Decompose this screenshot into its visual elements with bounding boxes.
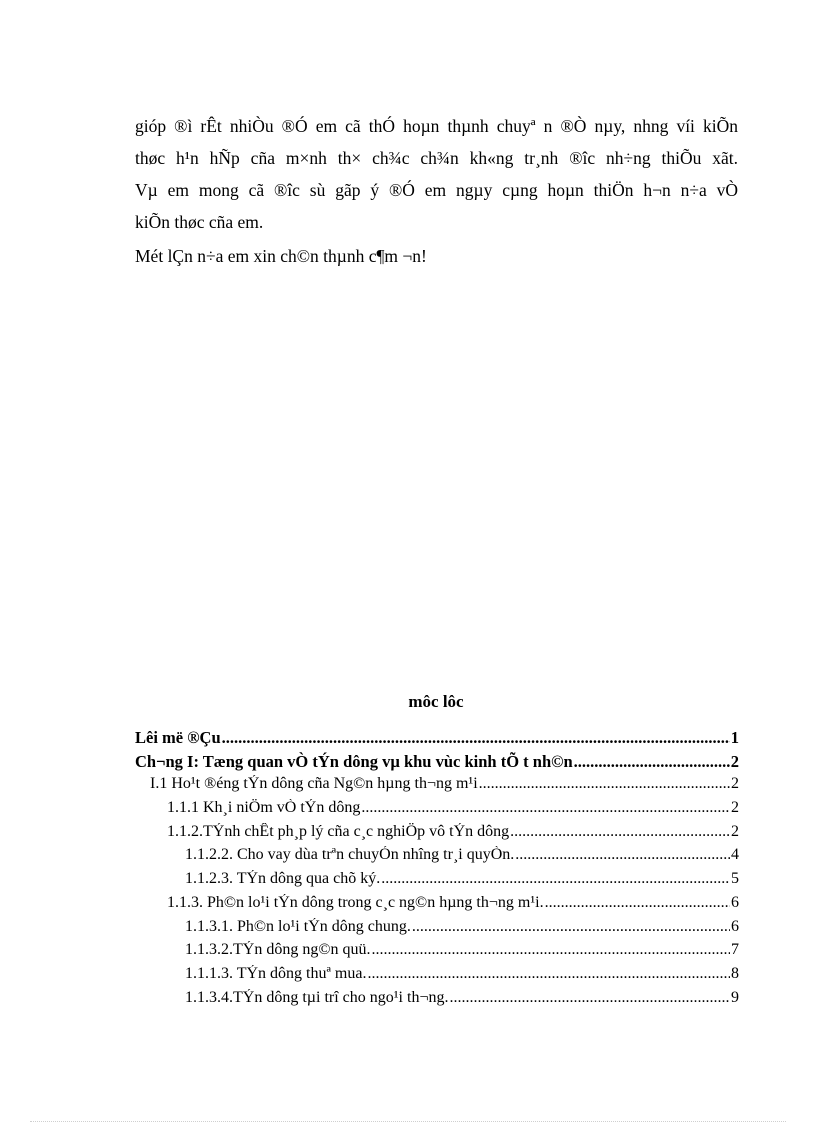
toc-leader-dots: [479, 775, 730, 793]
toc-leader-dots: [381, 870, 730, 888]
toc-leader-dots: [412, 918, 730, 936]
toc-title: môc lôc: [408, 692, 464, 711]
toc-page-number: 8: [731, 964, 739, 982]
toc-leader-dots: [371, 941, 730, 959]
toc-entry-title: I.1 Ho¹t ®éng tÝn dông cña Ng©n hµng th¬ng m¹i: [150, 775, 478, 793]
toc-entry: [135, 894, 739, 918]
toc-page-number: 2: [731, 822, 739, 840]
body-line: thøc h¹n hÑp cña m×nh th× ch¾c ch¾n kh«ng tr¸nh ®îc nh÷ng thiÕu xãt.: [135, 148, 738, 168]
body-line: gióp ®ì rÊt nhiÒu ®Ó em cã thÓ hoµn thµnh chuyª n ®Ò nµy, nhng víi kiÕn: [135, 116, 738, 136]
toc-leader-dots: [367, 965, 730, 983]
toc-page-number: 1: [730, 728, 739, 747]
acknowledgement-text: [135, 110, 738, 272]
page-bottom-rule: [30, 1121, 786, 1122]
toc-page-number: 5: [731, 870, 739, 888]
toc-page-number: 2: [730, 751, 739, 771]
closing-line: Mét lÇn n÷a em xin ch©n thµnh c¶m ¬n!: [135, 246, 427, 266]
toc-entry: [135, 870, 739, 894]
body-line: Vµ em mong cã ®îc sù gãp ý ®Ó em ngµy cµng hoµn thiÖn h¬n n÷a vÒ: [135, 180, 738, 200]
toc-page-number: 6: [731, 893, 739, 911]
toc-leader-dots: [545, 894, 730, 912]
toc-leader-dots: [510, 823, 730, 841]
toc-page-number: 2: [731, 799, 739, 817]
toc-leader-dots: [449, 989, 730, 1007]
body-line: kiÕn thøc cña em.: [135, 212, 264, 232]
toc-page-number: 2: [731, 775, 739, 793]
toc-leader-dots: [222, 728, 730, 748]
toc-entry: [135, 823, 739, 847]
toc-entry: [135, 728, 739, 752]
toc-entry-title: 1.1.1.3. TÝn dông thuª mua.: [185, 964, 367, 982]
toc-entry: [135, 918, 739, 942]
toc-entry-title: 1.1.3.4.TÝn dông tµi trî cho ngo¹i th¬ng.: [185, 988, 449, 1006]
toc-leader-dots: [515, 846, 730, 864]
toc-entry-title: 1.1.3.1. Ph©n lo¹i tÝn dông chung.: [185, 917, 411, 935]
toc-page-number: 9: [731, 988, 739, 1006]
toc-entry-title: 1.1.2.2. Cho vay dùa trªn chuyÓn nhîng tr¸i quyÒn.: [185, 846, 515, 864]
toc-page-number: 7: [731, 941, 739, 959]
toc-entry-title: Ch¬ng I: Tæng quan vÒ tÝn dông vµ khu vùc kinh tÕ t nh©n: [135, 751, 573, 771]
toc-entry-title: 1.1.1 Kh¸i niÖm vÒ tÝn dông: [167, 799, 361, 817]
toc-page-number: 6: [731, 917, 739, 935]
toc-page-number: 4: [731, 846, 739, 864]
toc-entry: [135, 965, 739, 989]
toc-entry: [135, 775, 739, 799]
toc-entry: [135, 989, 739, 1013]
toc-entry: [135, 941, 739, 965]
toc-leader-dots: [574, 752, 730, 772]
toc-entry: [135, 752, 739, 776]
toc-leader-dots: [361, 799, 730, 817]
toc-entry-title: 1.1.3. Ph©n lo¹i tÝn dông trong c¸c ng©n hµng th¬ng m¹i.: [167, 893, 544, 911]
toc-entry-title: 1.1.2.TÝnh chÊt ph¸p lý cña c¸c nghiÖp vô tÝn dông: [167, 822, 510, 840]
toc-entry-title: 1.1.2.3. TÝn dông qua chõ ký.: [185, 870, 381, 888]
table-of-contents: [135, 728, 739, 1012]
toc-entry: [135, 799, 739, 823]
toc-entry-title: Lêi më ®Çu: [135, 728, 221, 747]
toc-entry: [135, 846, 739, 870]
toc-entry-title: 1.1.3.2.TÝn dông ng©n quü.: [185, 941, 371, 959]
